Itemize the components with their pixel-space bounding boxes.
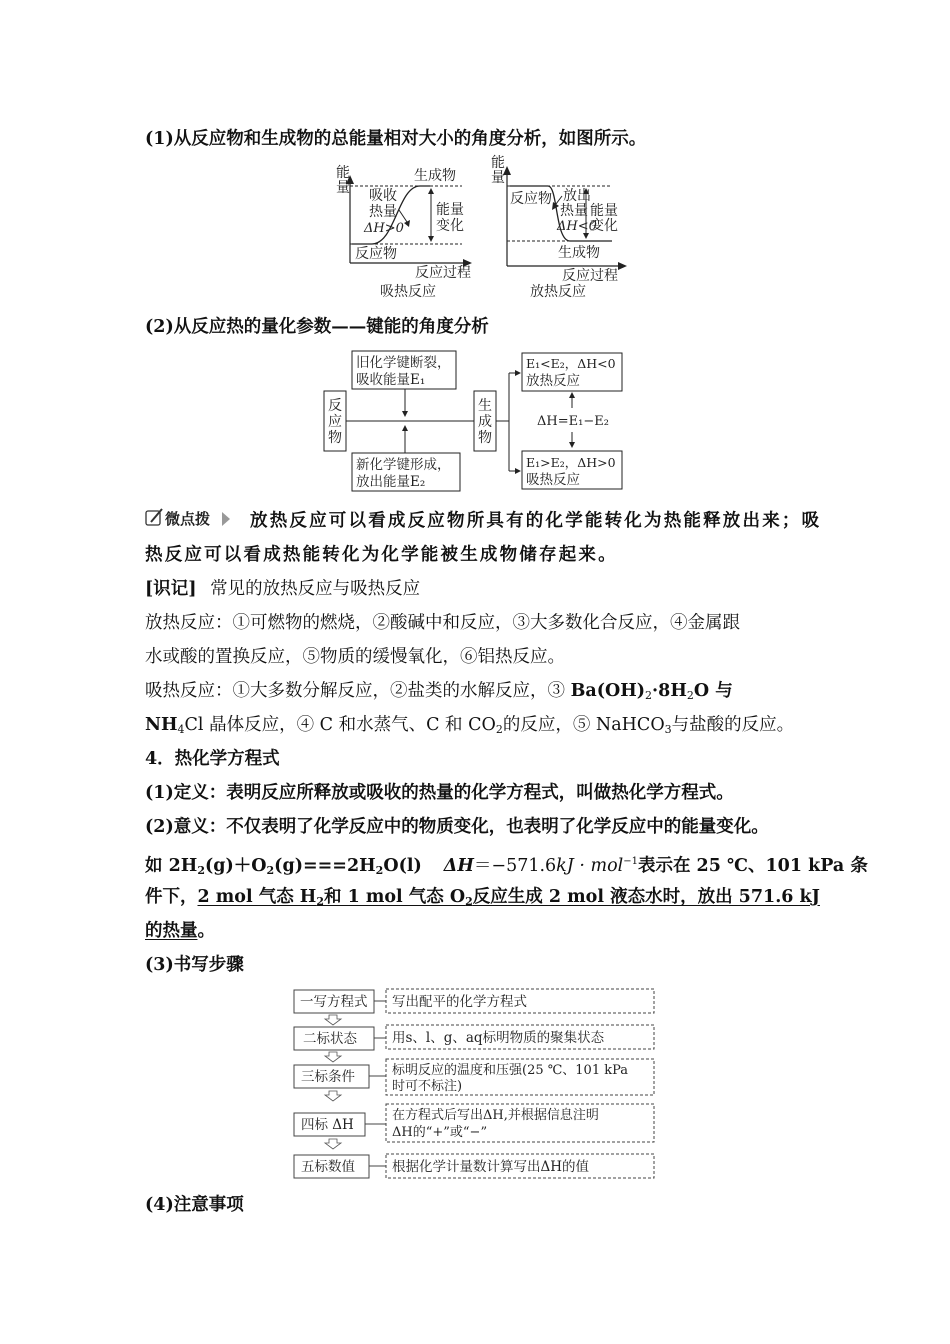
reactant-char-2: 应: [328, 414, 342, 430]
product-char-3: 物: [478, 430, 492, 446]
endo-nh: NH: [145, 715, 178, 735]
down-arrow-icon: [325, 1015, 341, 1025]
product-char-1: 生: [478, 398, 492, 414]
step-4-desc-1: 在方程式后写出ΔH,并根据信息注明: [392, 1108, 599, 1123]
sec4-def: (1)定义：表明反应所释放或吸收的热量的化学方程式，叫做热化学方程式。: [145, 783, 734, 803]
left-x-axis: 反应过程: [415, 265, 471, 281]
exo-line-2: 水或酸的置换反应，⑤物质的缓慢氧化，⑥铝热反应。: [145, 647, 565, 667]
eq-explain-u2: 的热量: [145, 921, 198, 941]
step-1-desc: 写出配平的化学方程式: [392, 994, 527, 1010]
memo-tag: [识记]: [145, 579, 197, 599]
step-5-label: 五标数值: [301, 1159, 355, 1175]
break-line-1: 旧化学键断裂，: [356, 355, 451, 371]
notes-title: (4)注意事项: [145, 1195, 244, 1215]
left-absorb-1: 吸收: [369, 188, 397, 204]
exo-cond: E₁<E₂，ΔH<0: [526, 356, 616, 371]
endo-label: 吸热反应: [526, 472, 580, 488]
sec2-title: (2)从反应热的量化参数——键能的角度分析: [145, 317, 489, 337]
step-2-desc: 用s、l、g、aq标明物质的聚集状态: [392, 1030, 605, 1046]
left-absorb-2: 热量: [369, 204, 397, 220]
step-3-label: 三标条件: [301, 1069, 355, 1085]
eq-ru: 如: [145, 856, 169, 876]
eq-sub: 2: [375, 864, 384, 877]
step-3-desc-2: 时可不标注): [392, 1079, 463, 1094]
eq-rest: 表示在 25 ℃、101 kPa 条: [637, 856, 868, 876]
tip-line-2: 热反应可以看成热能转化为化学能被生成物储存起来。: [145, 545, 618, 565]
tip-badge-label: 微点拨: [165, 510, 211, 528]
exo-label: 放热反应: [526, 373, 580, 389]
right-energy-change-2: 变化: [590, 218, 618, 234]
right-y-axis-1: 能: [491, 155, 505, 171]
step-4-label: 四标 ΔH: [301, 1117, 354, 1133]
eq-g2: (g)===2H: [274, 856, 376, 876]
form-line-2: 放出能量E₂: [356, 474, 426, 490]
endo-sub: 2: [645, 689, 653, 702]
eq-l: O(l): [383, 856, 422, 876]
step-2-label: 二标状态: [303, 1031, 357, 1047]
endo-end: 与盐酸的反应。: [671, 715, 795, 735]
eq-explain-a: 件下，: [145, 887, 198, 907]
tip-line-1: 放热反应可以看成反应物所具有的化学能转化为热能释放出来；吸: [250, 511, 822, 531]
steps-title: (3)书写步骤: [145, 955, 244, 975]
right-energy-change-1: 能量: [590, 203, 618, 219]
eq-dh: ΔH: [443, 856, 474, 876]
left-reactant: 反应物: [355, 246, 397, 262]
endo-sub: 2: [686, 689, 694, 702]
right-delta-h: ΔH<0: [557, 219, 597, 234]
reactant-char-1: 反: [328, 398, 342, 414]
sec4-meaning: (2)意义：不仅表明了化学反应中的物质变化，也表明了化学反应中的能量变化。: [145, 817, 769, 837]
down-arrow-icon: [325, 1139, 341, 1149]
left-y-axis-2: 量: [336, 180, 350, 196]
left-product: 生成物: [414, 168, 456, 184]
endo-ba: Ba(OH): [570, 681, 646, 701]
product-char-2: 成: [478, 414, 492, 430]
right-y-axis-2: 量: [491, 170, 505, 186]
right-caption: 放热反应: [530, 284, 586, 300]
down-arrow-icon: [325, 1091, 341, 1101]
eq-explain-end: 。: [197, 921, 215, 941]
sec1-title: (1)从反应物和生成物的总能量相对大小的角度分析，如图所示。: [145, 129, 647, 149]
left-y-axis-1: 能: [336, 165, 350, 181]
right-release-2: 热量: [560, 203, 588, 219]
down-arrow-icon: [325, 1052, 341, 1062]
endo-mid: 的反应，⑤ NaHCO: [502, 715, 665, 735]
endo-dot: ·8H: [652, 681, 687, 701]
reactant-char-3: 物: [328, 430, 342, 446]
step-1-label: 一写方程式: [300, 994, 368, 1010]
eq-h2: 2H: [168, 856, 198, 876]
eq-sub: 2: [266, 864, 275, 877]
right-release-1: 放出: [563, 188, 591, 204]
right-product: 生成物: [558, 245, 600, 261]
endo-cond: E₁>E₂，ΔH>0: [526, 455, 616, 470]
endo-text-a: 吸热反应：①大多数分解反应，②盐类的水解反应，③: [145, 681, 571, 701]
left-energy-change-2: 变化: [436, 218, 464, 234]
eq-explain-u1: 2 mol 气态 $H_2$和 1 mol 气态 $O_2$反应生成 2 mol 液态水时，放出 571.6 kJ: [197, 887, 820, 908]
left-caption: 吸热反应: [380, 284, 436, 300]
step-5-desc: 根据化学计量数计算写出ΔH的值: [392, 1159, 590, 1175]
step-3-desc-1: 标明反应的温度和压强(25 ℃、101 kPa: [392, 1063, 629, 1078]
endo-sub: 4: [177, 723, 185, 736]
delta-h-formula: ΔH=E₁−E₂: [537, 414, 609, 429]
left-energy-change-1: 能量: [436, 202, 464, 218]
eq-g1: (g)＋O: [204, 856, 267, 876]
eq-sub: 2: [197, 864, 205, 877]
eq-unit: kJ · mol: [556, 856, 624, 876]
sec4-title: 4．热化学方程式: [145, 749, 280, 769]
step-4-desc-2: ΔH的“+”或“−”: [392, 1125, 488, 1140]
break-line-2: 吸收能量E₁: [356, 372, 426, 388]
endo-o-and: O 与: [693, 681, 733, 701]
right-x-axis: 反应过程: [562, 268, 618, 284]
eq-val: ＝−571.6: [473, 856, 557, 876]
endo-cl: Cl 晶体反应，④ C 和水蒸气、C 和 CO: [184, 715, 496, 735]
memo-title: 常见的放热反应与吸热反应: [210, 579, 421, 599]
eq-exp: −1: [623, 856, 638, 867]
right-reactant: 反应物: [510, 191, 552, 207]
left-delta-h: ΔH>0: [364, 221, 404, 236]
form-line-1: 新化学键形成，: [356, 457, 451, 473]
endo-sub: 3: [664, 723, 672, 736]
endo-sub: 2: [495, 723, 503, 736]
exo-line-1: 放热反应：①可燃物的燃烧，②酸碱中和反应，③大多数化合反应，④金属跟: [145, 613, 740, 633]
